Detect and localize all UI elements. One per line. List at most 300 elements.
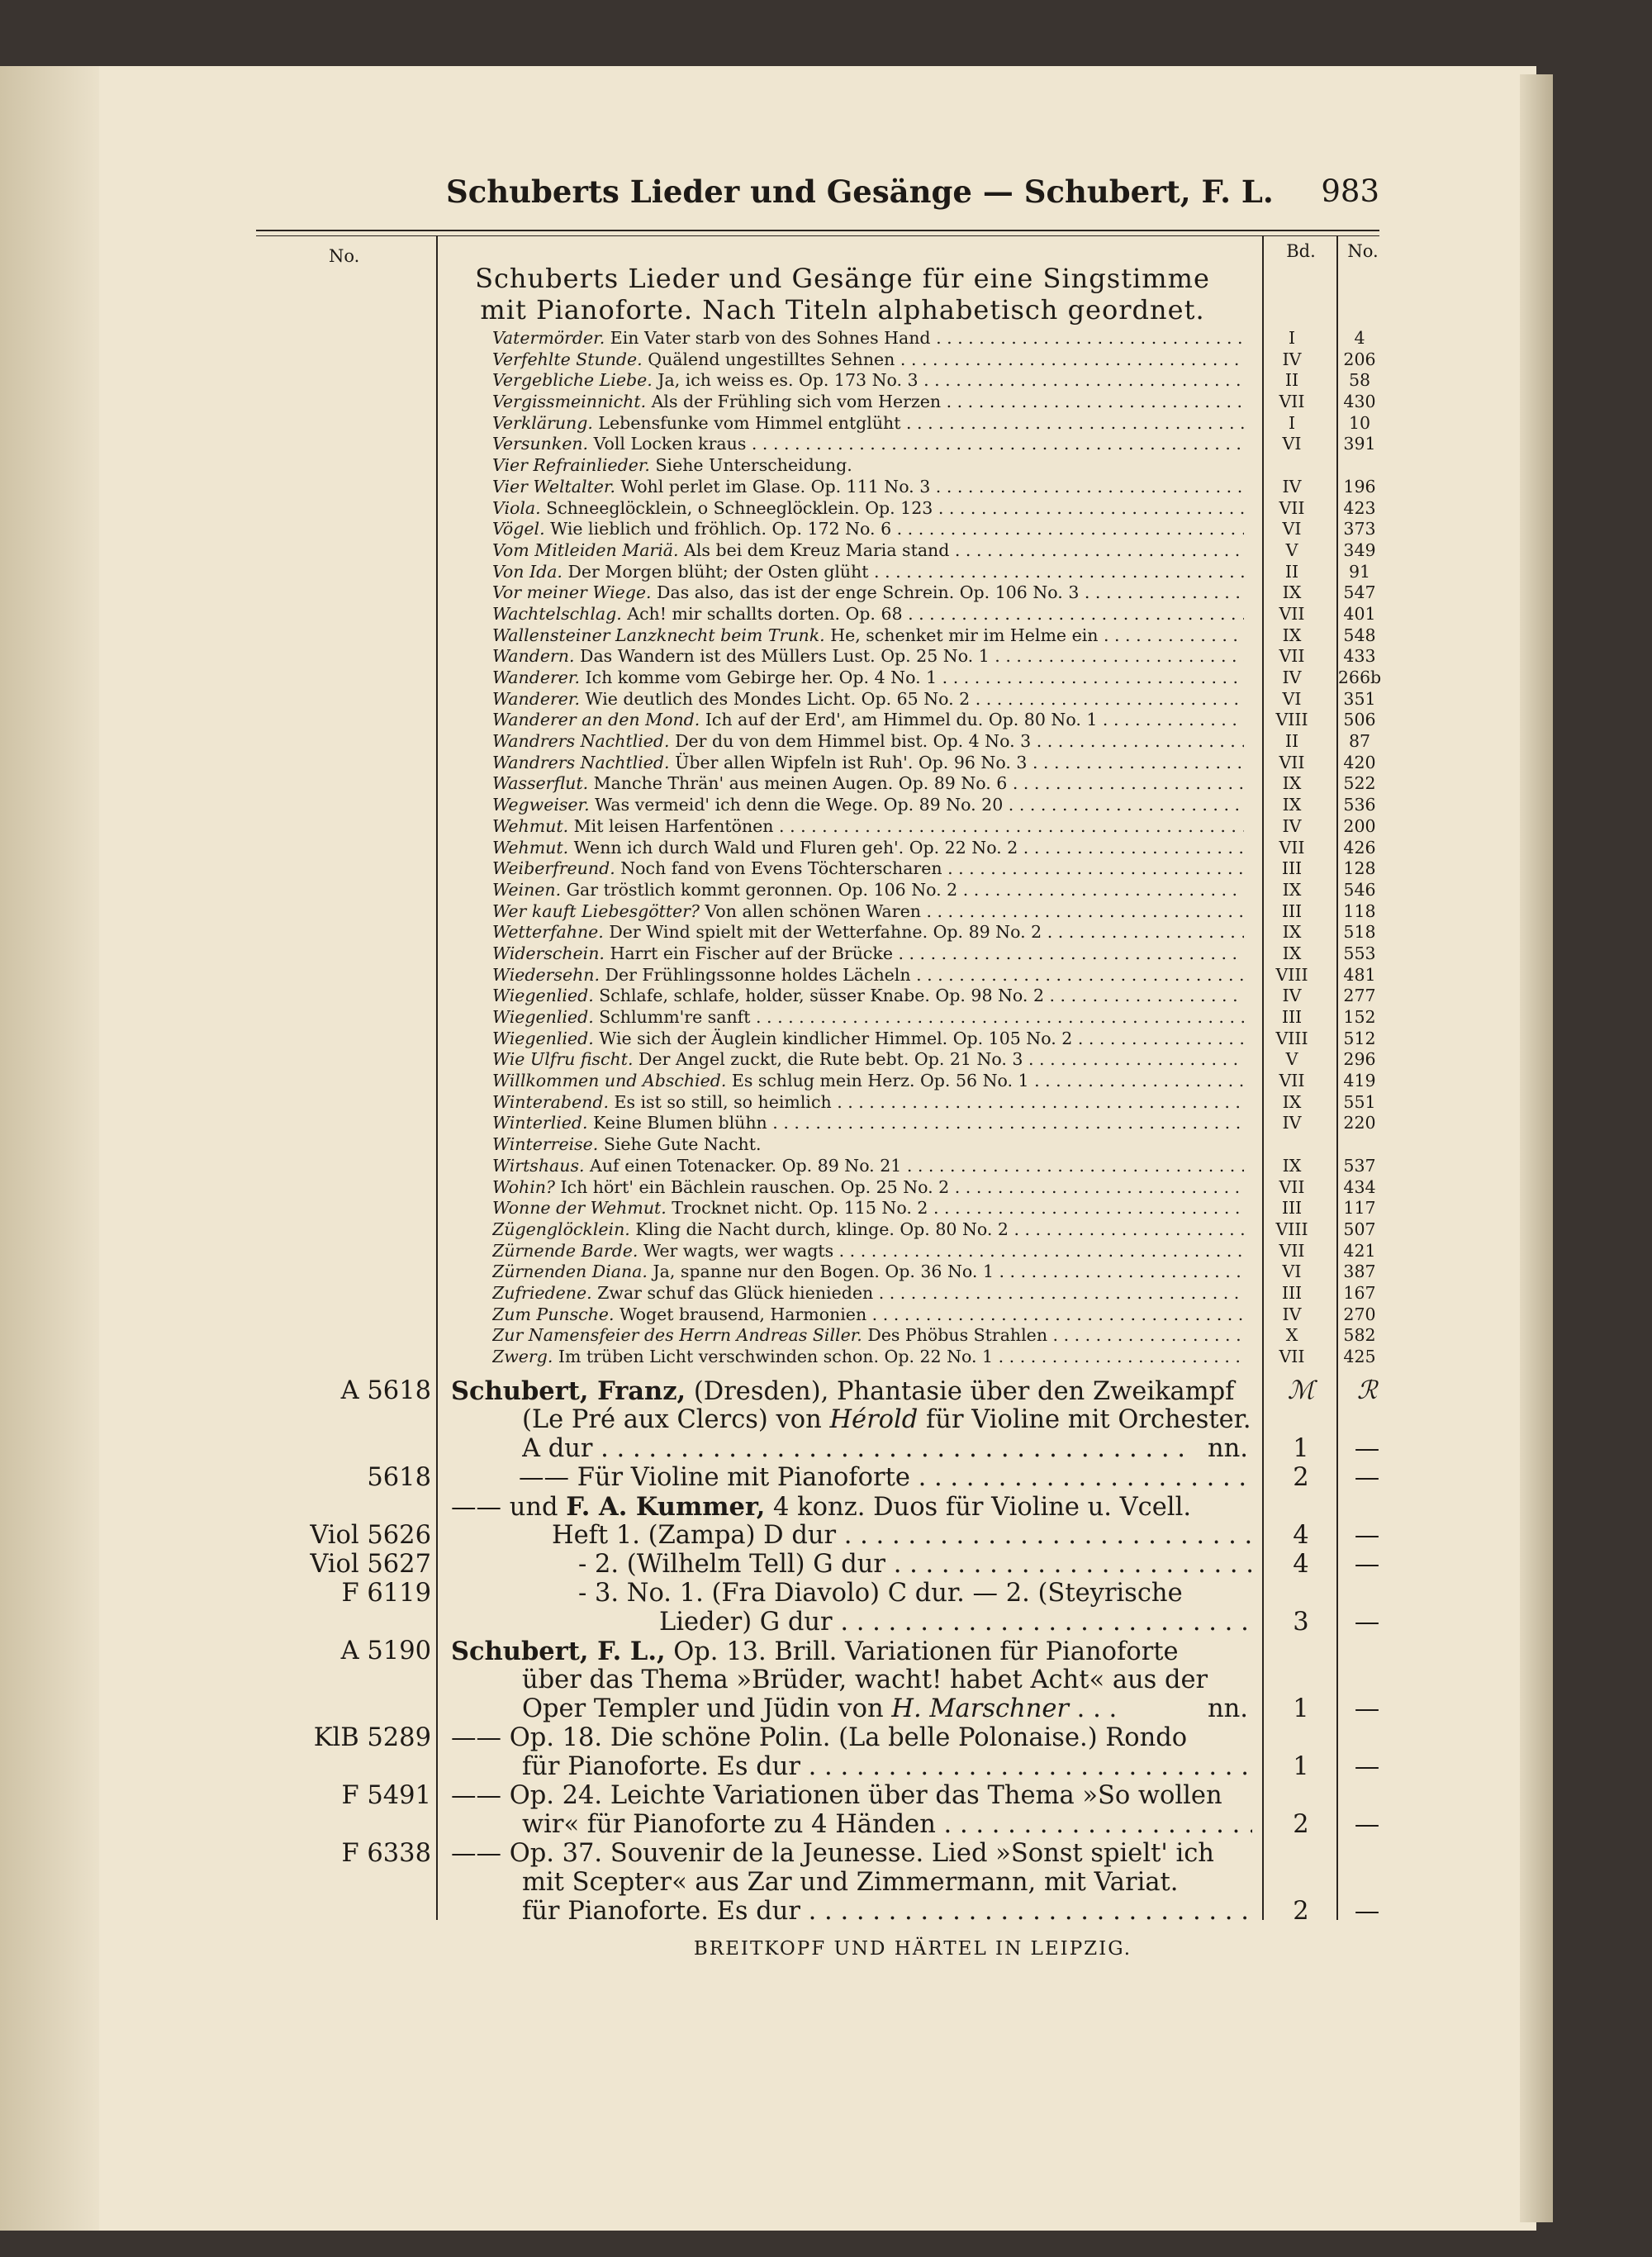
entry-text-main: A dur xyxy=(522,1434,593,1463)
song-incipit: Schneeglöcklein, o Schneeglöcklein. Op. 123 . . . xyxy=(541,498,1244,518)
song-band: IX xyxy=(1282,625,1302,645)
song-title: Wanderer an den Mond. xyxy=(492,710,700,730)
section-title-line-2: mit Pianoforte. Nach Titeln alphabetisch geordnet. xyxy=(480,294,1205,325)
song-text xyxy=(492,986,1244,1007)
song-entry xyxy=(492,498,1401,520)
song-entry xyxy=(492,540,1401,562)
song-title: Verfehlte Stunde. xyxy=(492,349,643,369)
song-band: X xyxy=(1285,1325,1298,1346)
song-incipit: Schlumm're sanft . . . xyxy=(594,1007,1244,1027)
song-incipit: Lebensfunke vom Himmel entglüht . . . xyxy=(593,413,1244,433)
song-entry xyxy=(492,1092,1401,1114)
song-incipit: Zwar schuf das Glück hienieden . . . xyxy=(592,1283,1244,1303)
song-text xyxy=(492,773,1244,795)
song-entry xyxy=(492,625,1401,647)
song-entry xyxy=(492,519,1401,540)
song-entry xyxy=(492,1262,1401,1283)
song-number: 546 xyxy=(1343,879,1376,900)
song-incipit: Ich hört' ein Bächlein rauschen. Op. 25 No. 2 . . . xyxy=(555,1177,1244,1197)
song-number: 536 xyxy=(1343,795,1376,815)
song-title: Vergebliche Liebe. xyxy=(492,370,653,391)
song-title: Wiegenlied. xyxy=(492,986,594,1006)
song-number: 270 xyxy=(1343,1304,1376,1324)
song-number: 128 xyxy=(1343,858,1376,879)
song-band: IX xyxy=(1282,582,1302,603)
song-text xyxy=(492,731,1244,753)
song-title: Weinen. xyxy=(492,879,562,900)
song-incipit: Ich komme vom Gebirge her. Op. 4 No. 1 . . . xyxy=(580,668,1244,687)
song-title: Vom Mitleiden Mariä. xyxy=(492,539,679,560)
song-text xyxy=(492,1029,1244,1050)
song-entry xyxy=(492,901,1401,923)
entry-text xyxy=(522,1752,1252,1782)
number: — xyxy=(1354,1463,1380,1492)
catalogue-number: 5618 xyxy=(367,1463,431,1492)
song-text xyxy=(492,1134,1244,1156)
catalogue-number: F 5491 xyxy=(341,1781,431,1810)
song-title: Wehmut. xyxy=(492,815,569,836)
band: 2 xyxy=(1293,1810,1309,1839)
song-text xyxy=(492,328,1244,349)
song-incipit: Ja, ich weiss es. Op. 173 No. 3 . . . xyxy=(653,370,1244,390)
band-symbol: ℳ xyxy=(1287,1376,1315,1405)
song-number: 266b xyxy=(1337,668,1382,687)
song-entry xyxy=(492,604,1401,625)
entry-text-b: . . . xyxy=(1068,1694,1118,1723)
song-text xyxy=(492,1007,1244,1029)
entry-text-rest: (Dresden), Phantasie über den Zweikampf xyxy=(686,1377,1235,1406)
song-band: VI xyxy=(1282,434,1302,454)
song-entry xyxy=(492,1283,1401,1304)
entry-text-a: —— und xyxy=(451,1493,567,1522)
entry-text xyxy=(659,1608,1252,1637)
song-text xyxy=(492,880,1244,901)
song-band: III xyxy=(1281,900,1303,921)
entry-text-b: 4 konz. Duos für Violine u. Vcell. xyxy=(765,1493,1192,1522)
song-title: Zügenglöcklein. xyxy=(492,1219,630,1239)
number: — xyxy=(1354,1434,1380,1463)
song-entry xyxy=(492,1177,1401,1199)
author-name: Hérold xyxy=(829,1405,919,1434)
song-entry xyxy=(492,731,1401,753)
leader-dots xyxy=(592,1434,1183,1463)
song-text xyxy=(492,668,1244,689)
song-band: VII xyxy=(1279,603,1305,624)
song-entry xyxy=(492,795,1401,816)
page-edge xyxy=(1520,74,1553,2222)
song-number: 196 xyxy=(1343,476,1376,497)
song-text xyxy=(492,965,1244,986)
song-title: Wirtshaus. xyxy=(492,1155,585,1176)
entry-text xyxy=(578,1550,1252,1580)
song-number: 434 xyxy=(1343,1176,1376,1197)
song-title: Zum Punsche. xyxy=(492,1304,615,1324)
song-band: II xyxy=(1284,731,1299,752)
band: 4 xyxy=(1293,1550,1309,1579)
song-number: 206 xyxy=(1343,349,1376,369)
song-entry xyxy=(492,773,1401,795)
song-band: II xyxy=(1284,370,1299,391)
song-title: Vier Weltalter. xyxy=(492,476,615,497)
catalogue-number: A 5190 xyxy=(340,1637,431,1665)
song-band: VII xyxy=(1279,837,1305,858)
song-title: Wasserflut. xyxy=(492,773,589,794)
song-title: Wehmut. xyxy=(492,837,569,858)
song-title: Winterabend. xyxy=(492,1091,609,1112)
entry-text-main: Lieder) G dur xyxy=(659,1608,833,1637)
song-number: 507 xyxy=(1343,1219,1376,1239)
catalogue-number: KlB 5289 xyxy=(313,1723,431,1752)
song-title: Verklärung. xyxy=(492,412,593,433)
section-title xyxy=(430,263,1256,325)
entry-text: über das Thema »Brüder, wacht! habet Acht« aus der xyxy=(522,1665,1208,1694)
song-incipit: Der Morgen blüht; der Osten glüht . . . xyxy=(563,562,1244,582)
song-incipit: Von allen schönen Waren . . . xyxy=(700,901,1244,921)
song-incipit: Ein Vater starb von des Sohnes Hand . . . xyxy=(605,328,1244,348)
song-text xyxy=(492,1283,1244,1304)
band: 1 xyxy=(1293,1694,1309,1723)
song-number: 547 xyxy=(1343,582,1376,603)
song-incipit: Über allen Wipfeln ist Ruh'. Op. 96 No. 3 . . . xyxy=(670,753,1244,772)
composer-name: F. A. Kummer, xyxy=(566,1492,766,1522)
entry-text: —— Op. 24. Leichte Variationen über das Thema »So wollen xyxy=(451,1781,1222,1810)
number-symbol: ℛ xyxy=(1356,1376,1378,1405)
song-entry xyxy=(492,1071,1401,1092)
song-entry xyxy=(492,1029,1401,1050)
song-title: Wachtelschlag. xyxy=(492,603,622,624)
song-incipit: Siehe Gute Nacht. xyxy=(598,1134,762,1155)
song-entry xyxy=(492,1241,1401,1262)
song-band: I xyxy=(1288,412,1296,433)
song-title: Viola. xyxy=(492,497,541,518)
band: 2 xyxy=(1293,1463,1309,1492)
song-incipit: Siehe Unterscheidung. xyxy=(649,455,852,476)
song-band: IV xyxy=(1282,1113,1302,1133)
column-divider-left xyxy=(436,236,438,1920)
song-entry xyxy=(492,392,1401,413)
leader-dots xyxy=(836,1521,1252,1550)
song-number: 349 xyxy=(1343,539,1376,560)
song-band: VII xyxy=(1279,1347,1305,1366)
song-number: 419 xyxy=(1343,1071,1376,1091)
song-band: III xyxy=(1281,1282,1303,1303)
song-entry xyxy=(492,582,1401,604)
song-entry xyxy=(492,370,1401,392)
entry-text-a: (Le Pré aux Clercs) von xyxy=(522,1405,830,1434)
song-title: Weiberfreund. xyxy=(492,858,615,879)
song-number: 200 xyxy=(1343,815,1376,836)
song-incipit: Es schlug mein Herz. Op. 56 No. 1 . . . xyxy=(726,1071,1244,1090)
header-rule xyxy=(256,230,1379,231)
song-number: 152 xyxy=(1343,1007,1376,1027)
song-number: 373 xyxy=(1343,519,1376,539)
song-incipit: Der du von dem Himmel bist. Op. 4 No. 3 . . . xyxy=(670,731,1244,751)
song-title: Wandrers Nachtlied. xyxy=(492,731,670,752)
song-text xyxy=(492,562,1244,583)
song-title: Zürnende Barde. xyxy=(492,1240,638,1261)
entry-text-main: für Pianoforte. Es dur xyxy=(522,1752,800,1781)
number: — xyxy=(1354,1897,1380,1926)
song-number: 481 xyxy=(1343,964,1376,985)
song-text xyxy=(492,1113,1244,1134)
song-band: V xyxy=(1285,539,1298,560)
song-incipit: Des Phöbus Strahlen . . . xyxy=(862,1325,1244,1345)
entry-text xyxy=(522,1810,1252,1840)
song-text xyxy=(492,1177,1244,1199)
song-text xyxy=(492,1262,1244,1283)
song-incipit: Es ist so still, so heimlich . . . xyxy=(609,1092,1244,1112)
column-header-no-left: No. xyxy=(329,246,360,266)
song-number: 537 xyxy=(1343,1155,1376,1176)
song-text xyxy=(492,858,1244,880)
song-incipit: Woget brausend, Harmonien . . . xyxy=(614,1304,1244,1324)
song-entry xyxy=(492,858,1401,880)
song-text xyxy=(492,498,1244,520)
song-entry xyxy=(492,965,1401,986)
song-number: 91 xyxy=(1348,561,1371,582)
song-text xyxy=(492,1049,1244,1071)
song-band: IV xyxy=(1282,476,1302,497)
page-title: Schuberts Lieder und Gesänge — Schubert, F. L. xyxy=(446,173,1274,210)
column-header-no-right: No. xyxy=(1347,241,1379,261)
catalogue-number: F 6338 xyxy=(341,1839,431,1868)
entry-text-main: Heft 1. (Zampa) D dur xyxy=(552,1521,837,1550)
song-number: 421 xyxy=(1343,1240,1376,1261)
number: — xyxy=(1354,1550,1380,1579)
song-title: Vögel. xyxy=(492,519,545,539)
song-entry xyxy=(492,562,1401,583)
song-band: VII xyxy=(1279,1176,1305,1197)
song-band: IV xyxy=(1282,1304,1302,1324)
song-number: 425 xyxy=(1343,1347,1376,1366)
song-text xyxy=(492,753,1244,774)
song-text xyxy=(492,1156,1244,1177)
song-entry xyxy=(492,434,1401,455)
entry-text xyxy=(451,1637,1252,1667)
song-number: 277 xyxy=(1343,986,1376,1006)
song-text xyxy=(492,795,1244,816)
entry-text: - 3. No. 1. (Fra Diavolo) C dur. — 2. (Steyrische xyxy=(578,1579,1183,1608)
song-text xyxy=(492,1304,1244,1326)
song-incipit: Ich auf der Erd', am Himmel du. Op. 80 No. 1 . . . xyxy=(700,710,1244,729)
song-title: Willkommen und Abschied. xyxy=(492,1071,727,1091)
song-text xyxy=(492,413,1244,435)
song-incipit: Mit leisen Harfentönen . . . xyxy=(568,816,1244,836)
song-entry xyxy=(492,1325,1401,1347)
song-band: VI xyxy=(1282,1262,1302,1282)
song-title: Winterreise. xyxy=(492,1134,599,1155)
song-incipit: Der Frühlingssonne holdes Lächeln . . . xyxy=(600,965,1244,985)
song-band: VII xyxy=(1279,1071,1305,1091)
song-number: 430 xyxy=(1343,392,1376,412)
song-incipit: Quälend ungestilltes Sehnen . . . xyxy=(643,349,1244,369)
song-incipit: Als der Frühling sich vom Herzen . . . xyxy=(646,392,1244,411)
song-entry xyxy=(492,986,1401,1007)
number: — xyxy=(1354,1521,1380,1550)
song-number: 87 xyxy=(1348,731,1371,752)
song-entry xyxy=(492,1347,1401,1368)
song-band: III xyxy=(1281,858,1303,879)
song-entry xyxy=(492,455,1401,477)
catalogue-number: Viol 5627 xyxy=(310,1550,431,1579)
song-number: 518 xyxy=(1343,922,1376,943)
song-incipit: Voll Locken kraus . . . xyxy=(588,434,1244,454)
band: 3 xyxy=(1293,1608,1309,1637)
song-title: Vatermörder. xyxy=(492,328,605,348)
song-band: VIII xyxy=(1275,1028,1308,1048)
entry-text: mit Scepter« aus Zar und Zimmermann, mit Variat. xyxy=(522,1868,1179,1897)
song-number: 522 xyxy=(1343,773,1376,794)
song-text xyxy=(492,816,1244,838)
song-incipit: Kling die Nacht durch, klinge. Op. 80 No. 2 . . . xyxy=(630,1219,1244,1239)
song-band: VII xyxy=(1279,646,1305,667)
author-name: H. Marschner xyxy=(891,1694,1069,1723)
entry-text-a: Oper Templer und Jüdin von xyxy=(522,1694,892,1723)
song-incipit: Trocknet nicht. Op. 115 No. 2 . . . xyxy=(667,1198,1244,1218)
song-band: IV xyxy=(1282,986,1302,1006)
song-band: VII xyxy=(1279,392,1305,412)
entry-text: —— Op. 37. Souvenir de la Jeunesse. Lied »Sonst spielt' ich xyxy=(451,1839,1214,1868)
song-text xyxy=(492,392,1244,413)
song-incipit: Noch fand von Evens Töchterscharen . . . xyxy=(615,858,1244,878)
song-entry xyxy=(492,328,1401,349)
song-number: 58 xyxy=(1348,370,1371,391)
band: 1 xyxy=(1293,1752,1309,1781)
song-incipit: Der Wind spielt mit der Wetterfahne. Op. 89 No. 2 . . . xyxy=(604,922,1244,942)
song-number: 167 xyxy=(1343,1282,1376,1303)
song-title: Zufriedene. xyxy=(492,1282,592,1303)
song-text xyxy=(492,710,1244,731)
composer-name: Schubert, F. L., xyxy=(451,1637,666,1666)
song-title: Wandrers Nachtlied. xyxy=(492,752,670,772)
entry-text xyxy=(522,1897,1252,1927)
song-title: Winterlied. xyxy=(492,1113,588,1133)
song-title: Wiegenlied. xyxy=(492,1028,594,1048)
song-title: Wallensteiner Lanzknecht beim Trunk. xyxy=(492,625,825,645)
song-band: VII xyxy=(1279,752,1305,772)
song-title: Vor meiner Wiege. xyxy=(492,582,652,603)
band: 2 xyxy=(1293,1897,1309,1926)
song-band: VIII xyxy=(1275,964,1308,985)
song-number: 10 xyxy=(1348,412,1371,433)
song-text xyxy=(492,922,1244,943)
entry-text xyxy=(522,1694,1199,1724)
song-number: 401 xyxy=(1343,603,1376,624)
song-entry xyxy=(492,1134,1401,1156)
entry-text xyxy=(519,1463,1252,1493)
song-entry xyxy=(492,1156,1401,1177)
song-entry xyxy=(492,668,1401,689)
song-number: 117 xyxy=(1343,1198,1376,1219)
song-number: 4 xyxy=(1354,328,1365,348)
catalogue-number: F 6119 xyxy=(341,1579,431,1608)
song-text xyxy=(492,434,1244,455)
book-gutter xyxy=(0,66,116,2231)
song-entry xyxy=(492,1049,1401,1071)
song-number: 351 xyxy=(1343,688,1376,709)
song-text xyxy=(492,1241,1244,1262)
song-band: III xyxy=(1281,1007,1303,1027)
song-text xyxy=(492,1347,1244,1368)
song-text xyxy=(492,349,1244,371)
entry-text xyxy=(522,1405,1252,1435)
song-entry xyxy=(492,753,1401,774)
song-text xyxy=(492,1092,1244,1114)
song-entry xyxy=(492,646,1401,668)
song-incipit: Wie lieblich und fröhlich. Op. 172 No. 6 . . . xyxy=(545,519,1244,539)
composer-name: Schubert, Franz, xyxy=(451,1376,686,1406)
number: — xyxy=(1354,1752,1380,1781)
song-band: IX xyxy=(1282,1155,1302,1176)
entry-text xyxy=(451,1376,1252,1407)
song-title: Versunken. xyxy=(492,434,589,454)
song-incipit: Als bei dem Kreuz Maria stand . . . xyxy=(679,540,1244,560)
song-band: IX xyxy=(1282,922,1302,943)
song-title: Widerschein. xyxy=(492,943,605,963)
song-number: 512 xyxy=(1343,1028,1376,1048)
song-text xyxy=(492,838,1244,859)
number: — xyxy=(1354,1810,1380,1839)
leader-dots xyxy=(800,1897,1252,1926)
entry-text-main: wir« für Pianoforte zu 4 Händen xyxy=(522,1810,936,1839)
leader-dots xyxy=(885,1550,1252,1579)
song-incipit: He, schenket mir im Helme ein . . . xyxy=(825,625,1244,645)
song-title: Wohin? xyxy=(492,1176,555,1197)
song-title: Wandern. xyxy=(492,646,575,667)
song-entry xyxy=(492,1007,1401,1029)
song-text xyxy=(492,582,1244,604)
song-band: VIII xyxy=(1275,710,1308,730)
song-incipit: Auf einen Totenacker. Op. 89 No. 21 . . . xyxy=(585,1156,1245,1176)
song-incipit: Das Wandern ist des Müllers Lust. Op. 25 No. 1 . . . xyxy=(575,646,1245,666)
leader-dots xyxy=(800,1752,1252,1781)
entry-text xyxy=(451,1492,1252,1523)
price-mark: nn. xyxy=(1208,1434,1248,1463)
song-entry xyxy=(492,838,1401,859)
entry-text: —— Op. 18. Die schöne Polin. (La belle Polonaise.) Rondo xyxy=(451,1723,1188,1752)
entry-text-main: - 2. (Wilhelm Tell) G dur xyxy=(578,1550,886,1579)
song-incipit: Wenn ich durch Wald und Fluren geh'. Op. 22 No. 2 . . . xyxy=(568,838,1244,858)
song-incipit: Der Angel zuckt, die Rute bebt. Op. 21 No. 3 . . . xyxy=(634,1049,1245,1069)
song-text xyxy=(492,646,1244,668)
song-text xyxy=(492,519,1244,540)
song-title: Wanderer. xyxy=(492,688,580,709)
song-entry xyxy=(492,1304,1401,1326)
song-title: Vergissmeinnicht. xyxy=(492,392,647,412)
song-entry xyxy=(492,349,1401,371)
song-text xyxy=(492,1071,1244,1092)
song-band: VI xyxy=(1282,519,1302,539)
header-rule-thin xyxy=(256,235,1379,236)
entry-text-b: für Violine mit Orchester. xyxy=(918,1405,1251,1434)
catalogue-number: A 5618 xyxy=(340,1376,431,1405)
song-incipit: Manche Thrän' aus meinen Augen. Op. 89 No. 6 . . . xyxy=(588,773,1244,793)
song-number: 426 xyxy=(1343,837,1376,858)
song-number: 420 xyxy=(1343,752,1376,772)
song-incipit: Im trüben Licht verschwinden schon. Op. 22 No. 1 . . . xyxy=(553,1347,1244,1366)
song-title: Wetterfahne. xyxy=(492,922,604,943)
song-number: 387 xyxy=(1343,1262,1376,1282)
song-entry xyxy=(492,943,1401,965)
song-title: Zürnenden Diana. xyxy=(492,1262,648,1282)
song-entry xyxy=(492,1198,1401,1219)
entry-text-rest: Op. 13. Brill. Variationen für Pianoforte xyxy=(665,1637,1179,1666)
song-band: IX xyxy=(1282,879,1302,900)
song-band: III xyxy=(1281,1198,1303,1219)
band: 4 xyxy=(1293,1521,1309,1550)
song-incipit: Keine Blumen blühn . . . xyxy=(588,1113,1244,1133)
song-band: IX xyxy=(1282,1091,1302,1112)
